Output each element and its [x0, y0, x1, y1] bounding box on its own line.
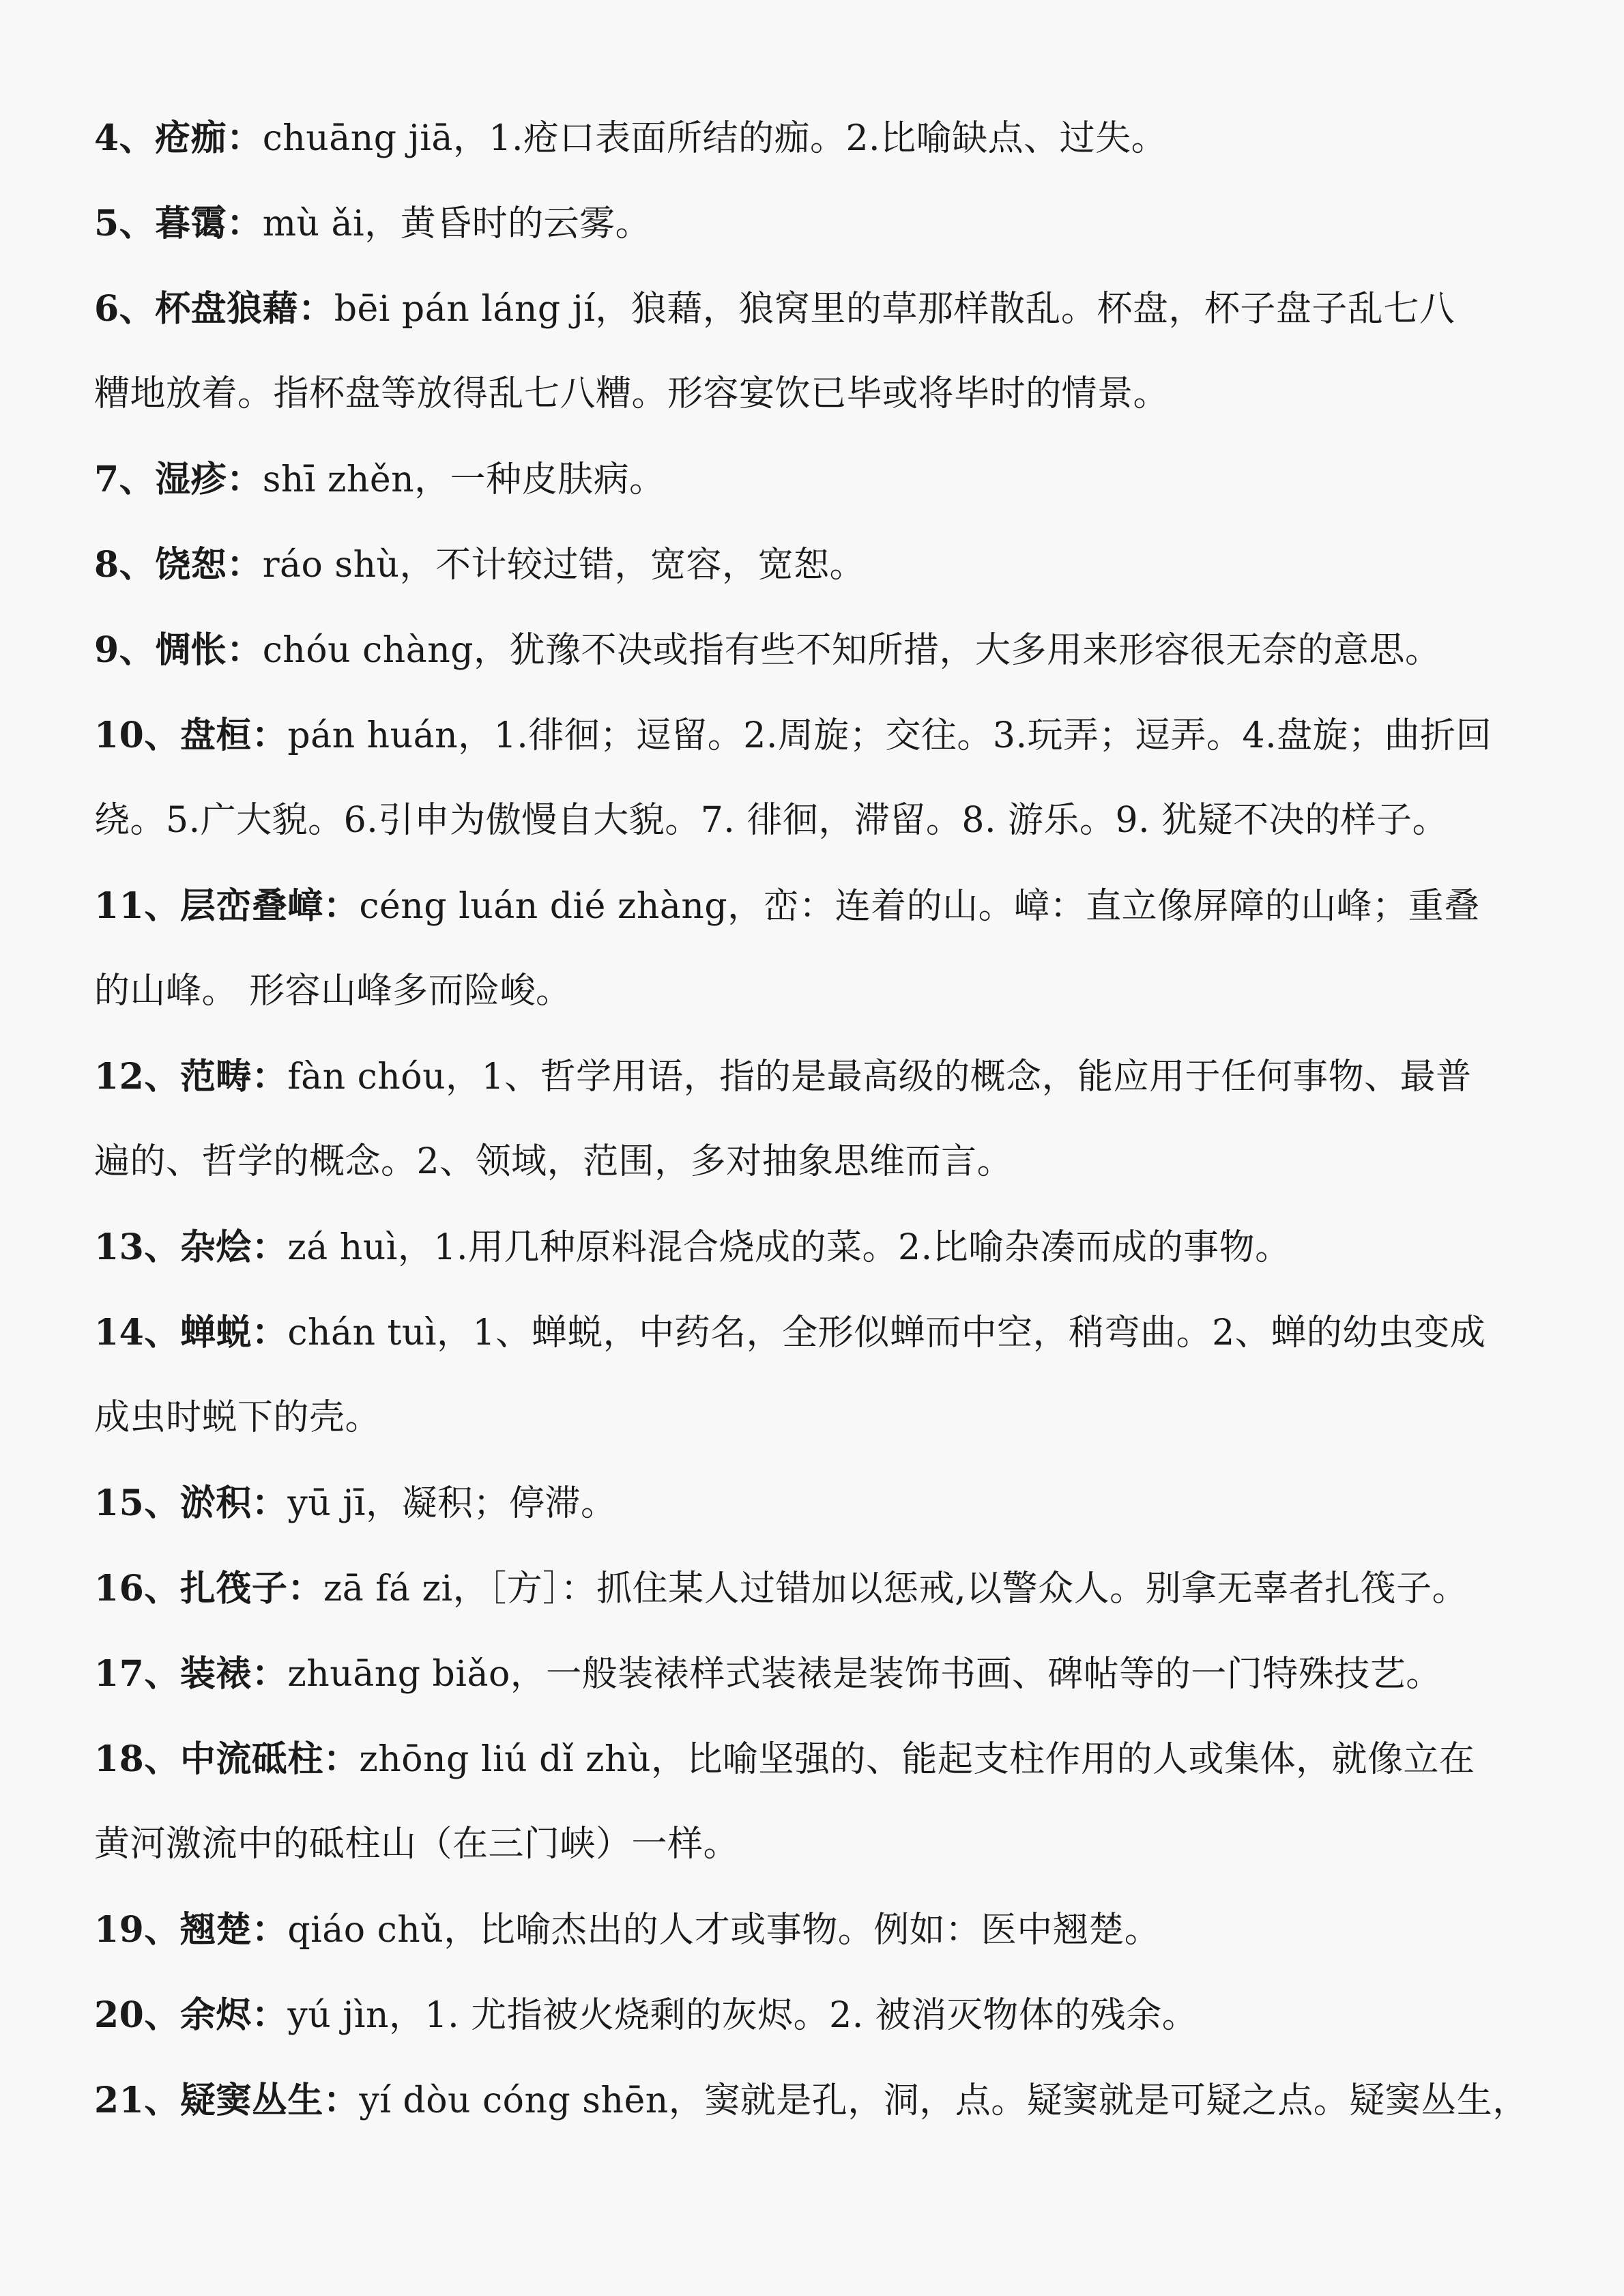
entry-term: 14、蝉蜕： [94, 1312, 288, 1353]
entry-term: 19、翘楚： [94, 1909, 288, 1951]
entry-definition: qiáo chǔ，比喻杰出的人才或事物。例如：医中翘楚。 [287, 1910, 1161, 1951]
entry-term: 12、范畴： [94, 1056, 288, 1097]
entry-12-line-1 [94, 1034, 1533, 1119]
entry-term: 17、装裱： [94, 1653, 288, 1695]
entry-definition: zā fá zi，［方］：抓住某人过错加以惩戒,以警众人。别拿无辜者扎筏子。 [323, 1568, 1468, 1609]
entry-4-line-1 [94, 96, 1533, 181]
entry-definition: chán tuì，1、蝉蜕，中药名，全形似蝉而中空，稍弯曲。2、蝉的幼虫变成 [287, 1312, 1486, 1353]
entry-definition-continued: 遍的、哲学的概念。2、领域，范围，多对抽象思维而言。 [94, 1141, 1013, 1182]
entry-term: 8、饶恕： [94, 544, 263, 586]
entry-term: 9、惆怅： [94, 629, 263, 671]
entry-21-line-1 [94, 2058, 1533, 2143]
entry-definition: yū jī，凝积；停滞。 [287, 1483, 617, 1524]
entry-14-line-2 [94, 1375, 1533, 1461]
entry-19-line-1 [94, 1887, 1533, 1972]
entry-term: 13、杂烩： [94, 1226, 288, 1268]
entry-definition-continued: 的山峰。 形容山峰多而险峻。 [94, 971, 572, 1011]
entry-term: 7、湿疹： [94, 459, 263, 500]
entry-definition: pán huán，1.徘徊；逗留。2.周旋；交往。3.玩弄；逗弄。4.盘旋；曲折回 [287, 715, 1492, 756]
entry-term: 18、中流砥柱： [94, 1738, 360, 1780]
entry-11-line-1 [94, 863, 1533, 949]
entry-11-line-2 [94, 949, 1533, 1034]
entry-18-line-2 [94, 1802, 1533, 1887]
entry-definition: céng luán dié zhàng，峦：连着的山。嶂：直立像屏障的山峰；重叠 [359, 886, 1480, 927]
entry-term: 4、疮痂： [94, 117, 263, 159]
entry-definition-continued: 黄河激流中的砥柱山（在三门峡）一样。 [94, 1824, 740, 1865]
entry-term: 20、余烬： [94, 1994, 288, 2036]
entry-term: 10、盘桓： [94, 715, 288, 756]
entry-term: 6、杯盘狼藉： [94, 288, 334, 330]
entry-12-line-2 [94, 1119, 1533, 1205]
entry-9-line-1 [94, 607, 1533, 693]
entry-definition: mù ǎi，黄昏时的云雾。 [262, 203, 652, 244]
entry-definition: zá huì，1.用几种原料混合烧成的菜。2.比喻杂凑而成的事物。 [287, 1227, 1291, 1268]
entry-15-line-1 [94, 1461, 1533, 1546]
entry-20-line-1 [94, 1972, 1533, 2058]
entry-definition-continued: 绕。5.广大貌。6.引申为傲慢自大貌。7. 徘徊，滞留。8. 游乐。9. 犹疑不决的样子。 [94, 800, 1449, 841]
entry-term: 21、疑窦丛生： [94, 2080, 360, 2121]
entry-term: 5、暮霭： [94, 203, 263, 244]
entry-definition: zhuāng biǎo，一般装裱样式装裱是装饰书画、碑帖等的一门特殊技艺。 [287, 1654, 1442, 1695]
entry-8-line-1 [94, 522, 1533, 607]
entry-term: 11、层峦叠嶂： [94, 885, 360, 927]
entry-definition-continued: 糟地放着。指杯盘等放得乱七八糟。形容宴饮已毕或将毕时的情景。 [94, 373, 1170, 414]
entry-definition-continued: 成虫时蜕下的壳。 [94, 1397, 381, 1438]
entry-definition: bēi pán láng jí，狼藉，狼窝里的草那样散乱。杯盘，杯子盘子乱七八 [334, 289, 1455, 330]
entry-17-line-1 [94, 1631, 1533, 1717]
entry-10-line-1 [94, 693, 1533, 778]
entry-13-line-1 [94, 1205, 1533, 1290]
entry-6-line-2 [94, 351, 1533, 437]
entry-term: 16、扎筏子： [94, 1568, 323, 1609]
vocabulary-page [94, 96, 1533, 2143]
entry-16-line-1 [94, 1546, 1533, 1631]
entry-14-line-1 [94, 1290, 1533, 1375]
entry-definition: yú jìn，1. 尤指被火烧剩的灰烬。2. 被消灭物体的残余。 [287, 1995, 1198, 2036]
entry-definition: shī zhěn，一种皮肤病。 [262, 459, 665, 500]
entry-5-line-1 [94, 181, 1533, 266]
entry-definition: chuāng jiā，1.疮口表面所结的痂。2.比喻缺点、过失。 [262, 118, 1168, 159]
entry-definition: fàn chóu，1、哲学用语，指的是最高级的概念，能应用于任何事物、最普 [287, 1057, 1472, 1097]
entry-10-line-2 [94, 778, 1533, 863]
entry-definition: chóu chàng，犹豫不决或指有些不知所措，大多用来形容很无奈的意思。 [262, 630, 1441, 671]
entry-definition: zhōng liú dǐ zhù，比喻坚强的、能起支柱作用的人或集体，就像立在 [359, 1739, 1475, 1780]
entry-18-line-1 [94, 1717, 1533, 1802]
entry-7-line-1 [94, 437, 1533, 522]
entry-6-line-1 [94, 266, 1533, 351]
entry-definition: yí dòu cóng shēn，窦就是孔，洞，点。疑窦就是可疑之点。疑窦丛生， [359, 2080, 1528, 2121]
entry-term: 15、淤积： [94, 1482, 288, 1524]
entry-definition: ráo shù，不计较过错，宽容，宽恕。 [262, 545, 866, 586]
